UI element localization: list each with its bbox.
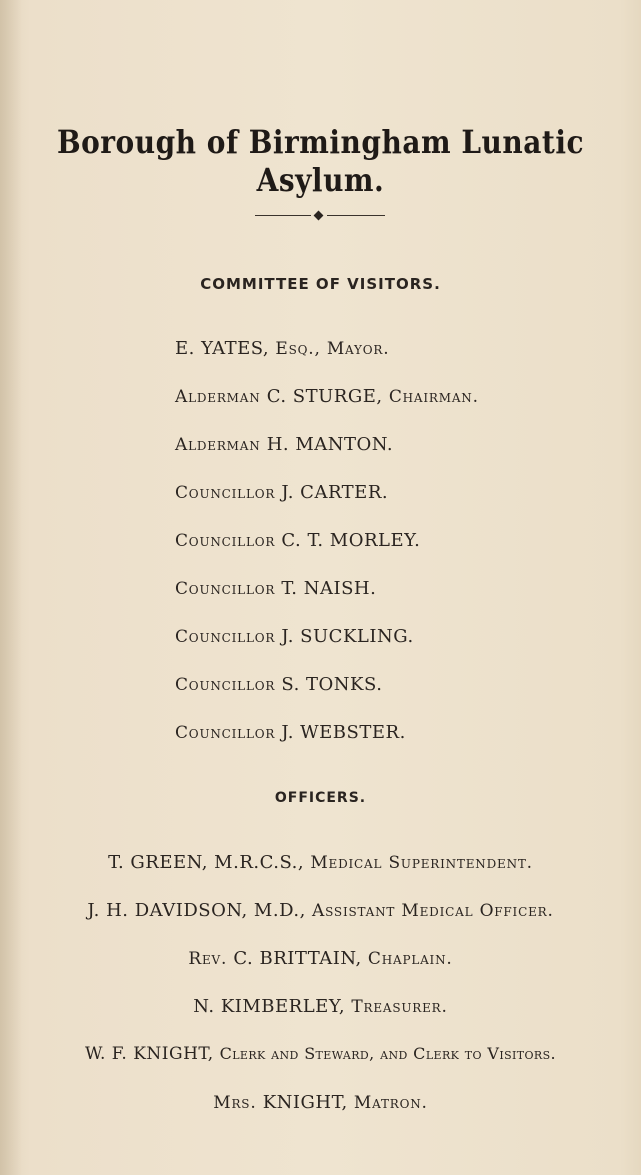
member-title: Councillor <box>175 723 282 743</box>
officer-name: KNIGHT, <box>262 1092 354 1113</box>
officer-role: Treasurer. <box>351 997 448 1017</box>
member-title: Alderman <box>175 387 267 407</box>
divider-line-right <box>327 215 385 216</box>
committee-member <box>175 386 479 407</box>
member-title: Councillor <box>175 675 282 695</box>
member-title: Councillor <box>175 483 282 503</box>
member-name: J. WEBSTER. <box>281 722 406 743</box>
committee-member <box>175 338 389 359</box>
member-name: H. MANTON. <box>266 434 394 455</box>
committee-heading: COMMITTEE OF VISITORS. <box>200 275 441 293</box>
officer-role: Clerk and Steward, and Clerk to Visitors. <box>219 1044 557 1063</box>
member-name: C. T. MORLEY. <box>281 530 421 551</box>
committee-member <box>175 434 393 455</box>
officer-name: N. KIMBERLEY, <box>193 996 352 1017</box>
officer-entry <box>0 852 641 873</box>
member-name: J. SUCKLING. <box>281 626 414 647</box>
officer-entry <box>0 948 641 969</box>
member-title: Esq., Mayor. <box>275 339 390 359</box>
member-title: Alderman <box>175 435 267 455</box>
officer-role: Medical Superintendent. <box>310 853 533 873</box>
officer-title: Mrs. <box>213 1093 263 1113</box>
officer-role: Chaplain. <box>367 949 453 969</box>
officer-entry <box>0 1044 641 1064</box>
member-role: Chairman. <box>388 387 479 407</box>
diamond-icon <box>314 211 324 221</box>
committee-member <box>175 530 420 551</box>
committee-member <box>175 578 376 599</box>
officer-name: T. GREEN, M.R.C.S., <box>108 852 311 873</box>
officer-role: Assistant Medical Officer. <box>312 901 554 921</box>
committee-member <box>175 626 414 647</box>
officer-name: W. F. KNIGHT, <box>84 1044 220 1064</box>
officer-entry <box>0 900 641 921</box>
member-title: Councillor <box>175 627 282 647</box>
officer-title: Rev. <box>188 949 234 969</box>
officer-name: J. H. DAVIDSON, M.D., <box>87 900 313 921</box>
officer-entry <box>0 996 641 1017</box>
committee-member <box>175 482 388 503</box>
officer-entry <box>0 1092 641 1113</box>
member-name: E. YATES, <box>175 338 276 359</box>
member-title: Councillor <box>175 531 282 551</box>
committee-member <box>175 722 406 743</box>
member-name: C. STURGE, <box>266 386 389 407</box>
member-name: T. NAISH. <box>281 578 377 599</box>
member-name: J. CARTER. <box>281 482 389 503</box>
page-title: Borough of Birmingham Lunatic Asylum. <box>56 123 585 199</box>
divider-line-left <box>255 215 311 216</box>
officers-heading: OFFICERS. <box>274 790 367 806</box>
member-name: S. TONKS. <box>281 674 383 695</box>
officer-role: Matron. <box>353 1093 428 1113</box>
divider-ornament <box>255 211 385 221</box>
committee-member <box>175 674 382 695</box>
member-title: Councillor <box>175 579 282 599</box>
officer-name: C. BRITTAIN, <box>233 948 368 969</box>
